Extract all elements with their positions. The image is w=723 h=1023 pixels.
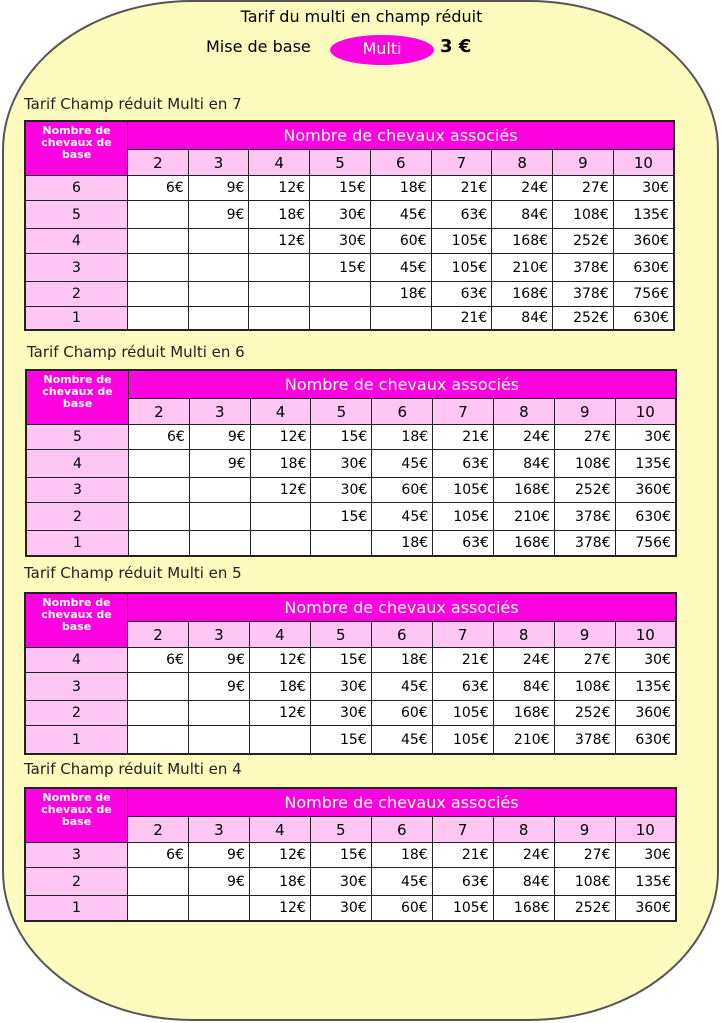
price-cell: 15€ — [310, 726, 371, 755]
associated-horses-header: Nombre de chevaux associés — [128, 593, 677, 622]
column-header: 6 — [372, 399, 433, 425]
price-cell: 45€ — [372, 450, 433, 478]
price-cell — [188, 229, 249, 254]
base-horses-count: 3 — [25, 843, 128, 868]
price-cell: 105€ — [431, 229, 492, 254]
price-cell: 378€ — [553, 282, 614, 307]
base-horses-header: Nombre de chevaux de base — [26, 370, 129, 425]
column-header: 8 — [492, 150, 553, 176]
price-cell: 756€ — [615, 531, 676, 557]
price-cell: 21€ — [432, 843, 493, 868]
price-cell: 21€ — [433, 425, 494, 450]
base-horses-count: 2 — [25, 282, 128, 307]
base-horses-count: 3 — [25, 254, 128, 282]
price-cell: 60€ — [370, 229, 431, 254]
price-cell: 210€ — [493, 503, 554, 531]
price-cell — [250, 531, 311, 557]
price-cell: 6€ — [129, 425, 190, 450]
price-cell — [129, 531, 190, 557]
column-header: 9 — [554, 622, 615, 648]
price-cell: 378€ — [554, 726, 615, 755]
price-cell: 30€ — [310, 229, 371, 254]
price-cell — [188, 307, 249, 331]
associated-horses-header: Nombre de chevaux associés — [128, 121, 675, 150]
price-cell — [128, 726, 189, 755]
price-cell: 9€ — [188, 843, 249, 868]
column-header: 9 — [553, 150, 614, 176]
price-cell: 30€ — [613, 176, 674, 201]
price-cell: 108€ — [554, 450, 615, 478]
base-horses-count: 5 — [26, 425, 129, 450]
price-cell — [129, 450, 190, 478]
base-horses-count: 3 — [26, 478, 129, 503]
price-cell: 12€ — [249, 648, 310, 673]
base-horses-header: Nombre de chevaux de base — [25, 593, 128, 648]
base-horses-count: 1 — [25, 307, 128, 331]
column-header: 8 — [493, 399, 554, 425]
price-cell: 9€ — [188, 648, 249, 673]
base-horses-count: 1 — [26, 531, 129, 557]
tariff-table — [24, 120, 675, 331]
price-cell: 9€ — [189, 450, 250, 478]
column-header: 7 — [432, 817, 493, 843]
price-cell — [128, 201, 189, 229]
price-cell: 24€ — [493, 425, 554, 450]
price-cell: 378€ — [553, 254, 614, 282]
price-cell — [310, 282, 371, 307]
table-row — [25, 282, 674, 307]
column-header: 3 — [188, 622, 249, 648]
price-cell: 27€ — [553, 176, 614, 201]
price-cell: 12€ — [249, 701, 310, 726]
tariff-table — [24, 787, 677, 922]
price-cell: 30€ — [615, 843, 676, 868]
price-cell — [249, 254, 310, 282]
base-horses-count: 1 — [25, 896, 128, 922]
price-cell — [311, 531, 372, 557]
price-cell: 168€ — [492, 229, 553, 254]
price-cell — [310, 307, 371, 331]
table-row — [25, 701, 676, 726]
column-header: 5 — [310, 817, 371, 843]
table-row — [25, 307, 674, 331]
section-title: Tarif Champ réduit Multi en 7 — [24, 95, 242, 113]
column-header: 3 — [188, 817, 249, 843]
price-cell: 756€ — [613, 282, 674, 307]
price-cell: 378€ — [554, 531, 615, 557]
price-cell: 360€ — [615, 701, 676, 726]
price-cell: 30€ — [311, 478, 372, 503]
price-cell: 84€ — [492, 307, 553, 331]
column-header: 8 — [493, 817, 554, 843]
price-cell: 9€ — [188, 176, 249, 201]
table-row — [25, 229, 674, 254]
price-cell — [249, 282, 310, 307]
price-cell: 15€ — [310, 254, 371, 282]
base-horses-count: 5 — [25, 201, 128, 229]
price-cell: 12€ — [250, 478, 311, 503]
price-cell: 18€ — [249, 201, 310, 229]
price-cell: 108€ — [554, 868, 615, 896]
price-cell: 252€ — [553, 229, 614, 254]
column-header: 9 — [554, 817, 615, 843]
price-cell: 30€ — [310, 701, 371, 726]
price-cell: 18€ — [250, 450, 311, 478]
price-cell: 6€ — [128, 843, 189, 868]
price-cell: 45€ — [370, 201, 431, 229]
price-cell: 30€ — [310, 673, 371, 701]
base-price: 3 € — [440, 36, 472, 57]
price-cell: 18€ — [370, 282, 431, 307]
price-cell: 18€ — [372, 425, 433, 450]
price-cell — [249, 726, 310, 755]
price-cell: 168€ — [493, 896, 554, 922]
base-horses-count: 3 — [25, 673, 128, 701]
base-horses-count: 6 — [25, 176, 128, 201]
price-cell: 105€ — [431, 254, 492, 282]
price-cell: 12€ — [249, 229, 310, 254]
price-cell: 30€ — [615, 648, 676, 673]
price-cell — [128, 254, 189, 282]
column-header: 7 — [433, 399, 494, 425]
price-cell: 63€ — [431, 282, 492, 307]
section-title: Tarif Champ réduit Multi en 5 — [24, 564, 242, 582]
table-row — [25, 726, 676, 755]
price-cell — [189, 478, 250, 503]
table-row — [26, 478, 676, 503]
base-horses-count: 1 — [25, 726, 128, 755]
price-cell: 12€ — [250, 425, 311, 450]
price-cell — [249, 307, 310, 331]
price-cell: 630€ — [615, 503, 676, 531]
price-cell: 252€ — [554, 896, 615, 922]
column-header: 5 — [310, 150, 371, 176]
table-row — [25, 868, 676, 896]
price-cell — [188, 701, 249, 726]
price-cell: 6€ — [128, 648, 189, 673]
price-cell: 18€ — [370, 176, 431, 201]
price-cell — [188, 896, 249, 922]
tariff-table — [25, 369, 677, 557]
price-cell: 168€ — [493, 531, 554, 557]
price-cell: 63€ — [432, 868, 493, 896]
section-title: Tarif Champ réduit Multi en 6 — [27, 343, 245, 361]
column-header: 4 — [250, 399, 311, 425]
price-cell: 135€ — [615, 673, 676, 701]
price-cell: 360€ — [615, 478, 676, 503]
price-cell — [129, 478, 190, 503]
price-cell: 108€ — [554, 673, 615, 701]
price-cell: 630€ — [613, 307, 674, 331]
price-cell: 18€ — [372, 531, 433, 557]
price-cell: 21€ — [432, 648, 493, 673]
price-cell: 15€ — [310, 648, 371, 673]
price-cell: 9€ — [188, 673, 249, 701]
price-cell: 63€ — [432, 673, 493, 701]
page-title: Tarif du multi en champ réduit — [240, 7, 483, 26]
price-cell — [128, 896, 189, 922]
price-cell: 135€ — [615, 868, 676, 896]
price-cell: 27€ — [554, 843, 615, 868]
price-cell: 45€ — [372, 503, 433, 531]
table-row — [25, 254, 674, 282]
price-cell — [189, 531, 250, 557]
price-cell: 108€ — [553, 201, 614, 229]
base-horses-count: 2 — [25, 701, 128, 726]
price-cell: 21€ — [431, 176, 492, 201]
price-cell — [128, 282, 189, 307]
price-cell: 45€ — [371, 726, 432, 755]
price-cell: 84€ — [493, 868, 554, 896]
price-cell: 105€ — [432, 726, 493, 755]
price-cell: 360€ — [615, 896, 676, 922]
price-cell: 84€ — [493, 450, 554, 478]
price-cell: 9€ — [189, 425, 250, 450]
price-cell: 24€ — [493, 648, 554, 673]
price-cell — [128, 701, 189, 726]
price-cell: 15€ — [311, 425, 372, 450]
column-header: 9 — [554, 399, 615, 425]
price-cell: 135€ — [613, 201, 674, 229]
table-row — [25, 843, 676, 868]
column-header: 10 — [615, 622, 676, 648]
price-cell: 12€ — [249, 896, 310, 922]
price-cell: 378€ — [554, 503, 615, 531]
price-cell: 168€ — [493, 701, 554, 726]
price-cell: 84€ — [492, 201, 553, 229]
price-cell: 252€ — [554, 701, 615, 726]
price-cell — [188, 726, 249, 755]
column-header: 2 — [128, 817, 189, 843]
price-cell: 6€ — [128, 176, 189, 201]
price-cell — [128, 673, 189, 701]
column-header: 7 — [432, 622, 493, 648]
price-cell: 18€ — [371, 648, 432, 673]
column-header: 7 — [431, 150, 492, 176]
table-row — [25, 176, 674, 201]
price-cell — [188, 282, 249, 307]
price-cell: 105€ — [433, 503, 494, 531]
price-cell: 105€ — [432, 701, 493, 726]
price-cell — [188, 254, 249, 282]
price-cell: 63€ — [433, 531, 494, 557]
column-header: 2 — [129, 399, 190, 425]
price-cell: 63€ — [431, 201, 492, 229]
price-cell: 630€ — [613, 254, 674, 282]
price-cell — [128, 229, 189, 254]
table-row — [26, 531, 676, 557]
price-cell: 105€ — [432, 896, 493, 922]
price-cell: 252€ — [553, 307, 614, 331]
base-horses-count: 2 — [25, 868, 128, 896]
price-cell: 60€ — [371, 896, 432, 922]
column-header: 10 — [613, 150, 674, 176]
section-title: Tarif Champ réduit Multi en 4 — [24, 760, 242, 778]
price-cell: 12€ — [249, 176, 310, 201]
price-cell — [128, 307, 189, 331]
price-cell: 630€ — [615, 726, 676, 755]
price-cell: 24€ — [493, 843, 554, 868]
price-cell: 30€ — [311, 450, 372, 478]
bet-type-badge: Multi — [330, 35, 434, 65]
price-cell: 18€ — [249, 673, 310, 701]
table-row — [26, 503, 676, 531]
price-cell: 9€ — [188, 201, 249, 229]
price-cell — [189, 503, 250, 531]
price-cell: 15€ — [310, 176, 371, 201]
column-header: 4 — [249, 150, 310, 176]
price-cell: 63€ — [433, 450, 494, 478]
price-cell: 360€ — [613, 229, 674, 254]
price-cell: 45€ — [370, 254, 431, 282]
price-cell: 18€ — [249, 868, 310, 896]
column-header: 2 — [128, 150, 189, 176]
price-cell: 60€ — [372, 478, 433, 503]
base-horses-count: 4 — [26, 450, 129, 478]
price-cell: 9€ — [188, 868, 249, 896]
base-horses-header: Nombre de chevaux de base — [25, 788, 128, 843]
column-header: 6 — [371, 817, 432, 843]
price-cell: 45€ — [371, 673, 432, 701]
price-cell: 27€ — [554, 648, 615, 673]
mise-label: Mise de base — [206, 37, 311, 56]
column-header: 10 — [615, 399, 676, 425]
price-cell: 30€ — [310, 896, 371, 922]
column-header: 8 — [493, 622, 554, 648]
price-cell: 12€ — [249, 843, 310, 868]
price-cell: 252€ — [554, 478, 615, 503]
table-row — [26, 425, 676, 450]
column-header: 10 — [615, 817, 676, 843]
price-cell: 105€ — [433, 478, 494, 503]
table-row — [25, 896, 676, 922]
price-cell — [128, 868, 189, 896]
base-horses-count: 4 — [25, 229, 128, 254]
column-header: 2 — [128, 622, 189, 648]
column-header: 6 — [371, 622, 432, 648]
table-row — [25, 673, 676, 701]
table-row — [26, 450, 676, 478]
associated-horses-header: Nombre de chevaux associés — [129, 370, 677, 399]
base-horses-header: Nombre de chevaux de base — [25, 121, 128, 176]
price-cell: 210€ — [493, 726, 554, 755]
table-row — [25, 201, 674, 229]
price-cell: 21€ — [431, 307, 492, 331]
price-cell: 18€ — [371, 843, 432, 868]
tariff-table — [24, 592, 677, 755]
column-header: 3 — [189, 399, 250, 425]
price-cell: 45€ — [371, 868, 432, 896]
price-cell: 15€ — [311, 503, 372, 531]
base-horses-count: 4 — [25, 648, 128, 673]
price-cell: 24€ — [492, 176, 553, 201]
price-cell: 15€ — [310, 843, 371, 868]
column-header: 5 — [310, 622, 371, 648]
price-cell: 210€ — [492, 254, 553, 282]
column-header: 3 — [188, 150, 249, 176]
base-horses-count: 2 — [26, 503, 129, 531]
price-cell: 168€ — [493, 478, 554, 503]
price-cell: 168€ — [492, 282, 553, 307]
associated-horses-header: Nombre de chevaux associés — [128, 788, 677, 817]
price-cell: 60€ — [371, 701, 432, 726]
price-cell: 30€ — [310, 868, 371, 896]
price-cell — [250, 503, 311, 531]
price-cell: 27€ — [554, 425, 615, 450]
column-header: 4 — [249, 622, 310, 648]
price-cell — [129, 503, 190, 531]
column-header: 6 — [370, 150, 431, 176]
column-header: 5 — [311, 399, 372, 425]
column-header: 4 — [249, 817, 310, 843]
price-cell — [370, 307, 431, 331]
price-cell: 84€ — [493, 673, 554, 701]
price-cell: 30€ — [615, 425, 676, 450]
price-cell: 30€ — [310, 201, 371, 229]
price-cell: 135€ — [615, 450, 676, 478]
table-row — [25, 648, 676, 673]
